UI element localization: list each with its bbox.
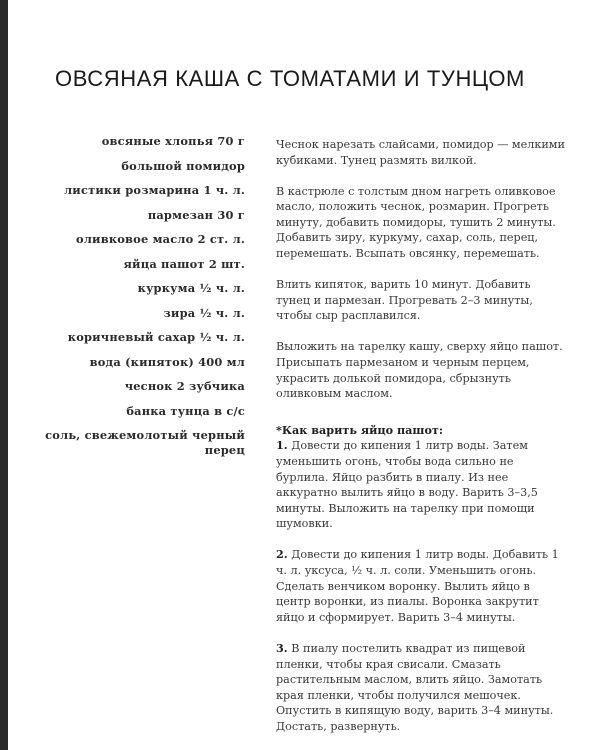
method-number: 2. bbox=[276, 547, 288, 562]
ingredient-item: куркума ½ ч. л. bbox=[137, 281, 245, 295]
page-binding-edge bbox=[0, 0, 8, 750]
method-text: В пиалу постелить квадрат из пищевой пленки, чтобы края свисали. Смазать растительным маслом, влить яйцо. Замотать края пленки, чтобы получился мешочек. Опустить в кипящую воду, варить 3–4 минуты. Достать, развернуть. bbox=[276, 641, 554, 733]
method-text: Довести до кипения 1 литр воды. Затем уменьшить огонь, чтобы вода сильно не бурлила. Яйцо разбить в пиалу. Из нее аккуратно вылить яйцо в воду. Варить 3–3,5 минуты. Выложить на тарелку при помощи шумовки. bbox=[276, 439, 538, 531]
ingredient-list bbox=[20, 134, 245, 468]
ingredient-item: соль, свежемолотый черный перец bbox=[45, 428, 245, 457]
ingredient-item: овсяные хлопья 70 г bbox=[101, 134, 245, 148]
ingredient-item: пармезан 30 г bbox=[147, 207, 245, 222]
ingredient-item: оливковое масло 2 ст. л. bbox=[76, 232, 245, 246]
ingredient-item: большой помидор bbox=[121, 158, 245, 173]
ingredient-item: банка тунца в с/с bbox=[126, 403, 245, 418]
ingredient-item: зира ½ ч. л. bbox=[163, 305, 245, 320]
ingredient-item: чеснок 2 зубчика bbox=[124, 379, 245, 393]
poached-egg-heading: *Как варить яйцо пашот: bbox=[276, 422, 443, 437]
step-paragraph: В кастрюле с толстым дном нагреть оливковое масло, положить чеснок, розмарин. Прогреть минуту, добавить помидоры, тушить 2 минуты. Добавить зиру, куркуму, сахар, соль, перец, перемешать. Всыпать овсянку, перемешать. bbox=[276, 184, 556, 261]
poached-egg-method bbox=[276, 641, 566, 735]
method-number: 3. bbox=[276, 640, 288, 655]
ingredient-item: вода (кипяток) 400 мл bbox=[89, 354, 245, 369]
method-number: 1. bbox=[276, 438, 288, 453]
step-paragraph: Чеснок нарезать слайсами, помидор — мелкими кубиками. Тунец размять вилкой. bbox=[276, 138, 565, 167]
instructions bbox=[276, 137, 566, 750]
step-paragraph: Влить кипяток, варить 10 минут. Добавить тунец и пармезан. Прогревать 2–3 минуты, чтобы сыр расплавился. bbox=[276, 278, 533, 323]
ingredient-item: коричневый сахар ½ ч. л. bbox=[67, 330, 245, 344]
step-paragraph: Выложить на тарелку кашу, сверху яйцо пашот. Присыпать пармезаном и черным перцем, украсить долькой помидора, сбрызнуть оливковым маслом. bbox=[276, 340, 563, 401]
method-text: Довести до кипения 1 литр воды. Добавить 1 ч. л. уксуса, ½ ч. л. соли. Уменьшить огонь. Сделать венчиком воронку. Вылить яйцо в центр воронки, из пиалы. Воронка закрутит яйцо и сформирует. Варить 3–4 минуты. bbox=[276, 548, 559, 624]
ingredient-item: яйца пашот 2 шт. bbox=[123, 256, 245, 271]
recipe-title: ОВСЯНАЯ КАША С ТОМАТАМИ И ТУНЦОМ bbox=[55, 66, 525, 91]
poached-egg-method bbox=[276, 547, 566, 625]
ingredient-item: листики розмарина 1 ч. л. bbox=[64, 183, 245, 197]
poached-egg-method bbox=[276, 438, 566, 532]
